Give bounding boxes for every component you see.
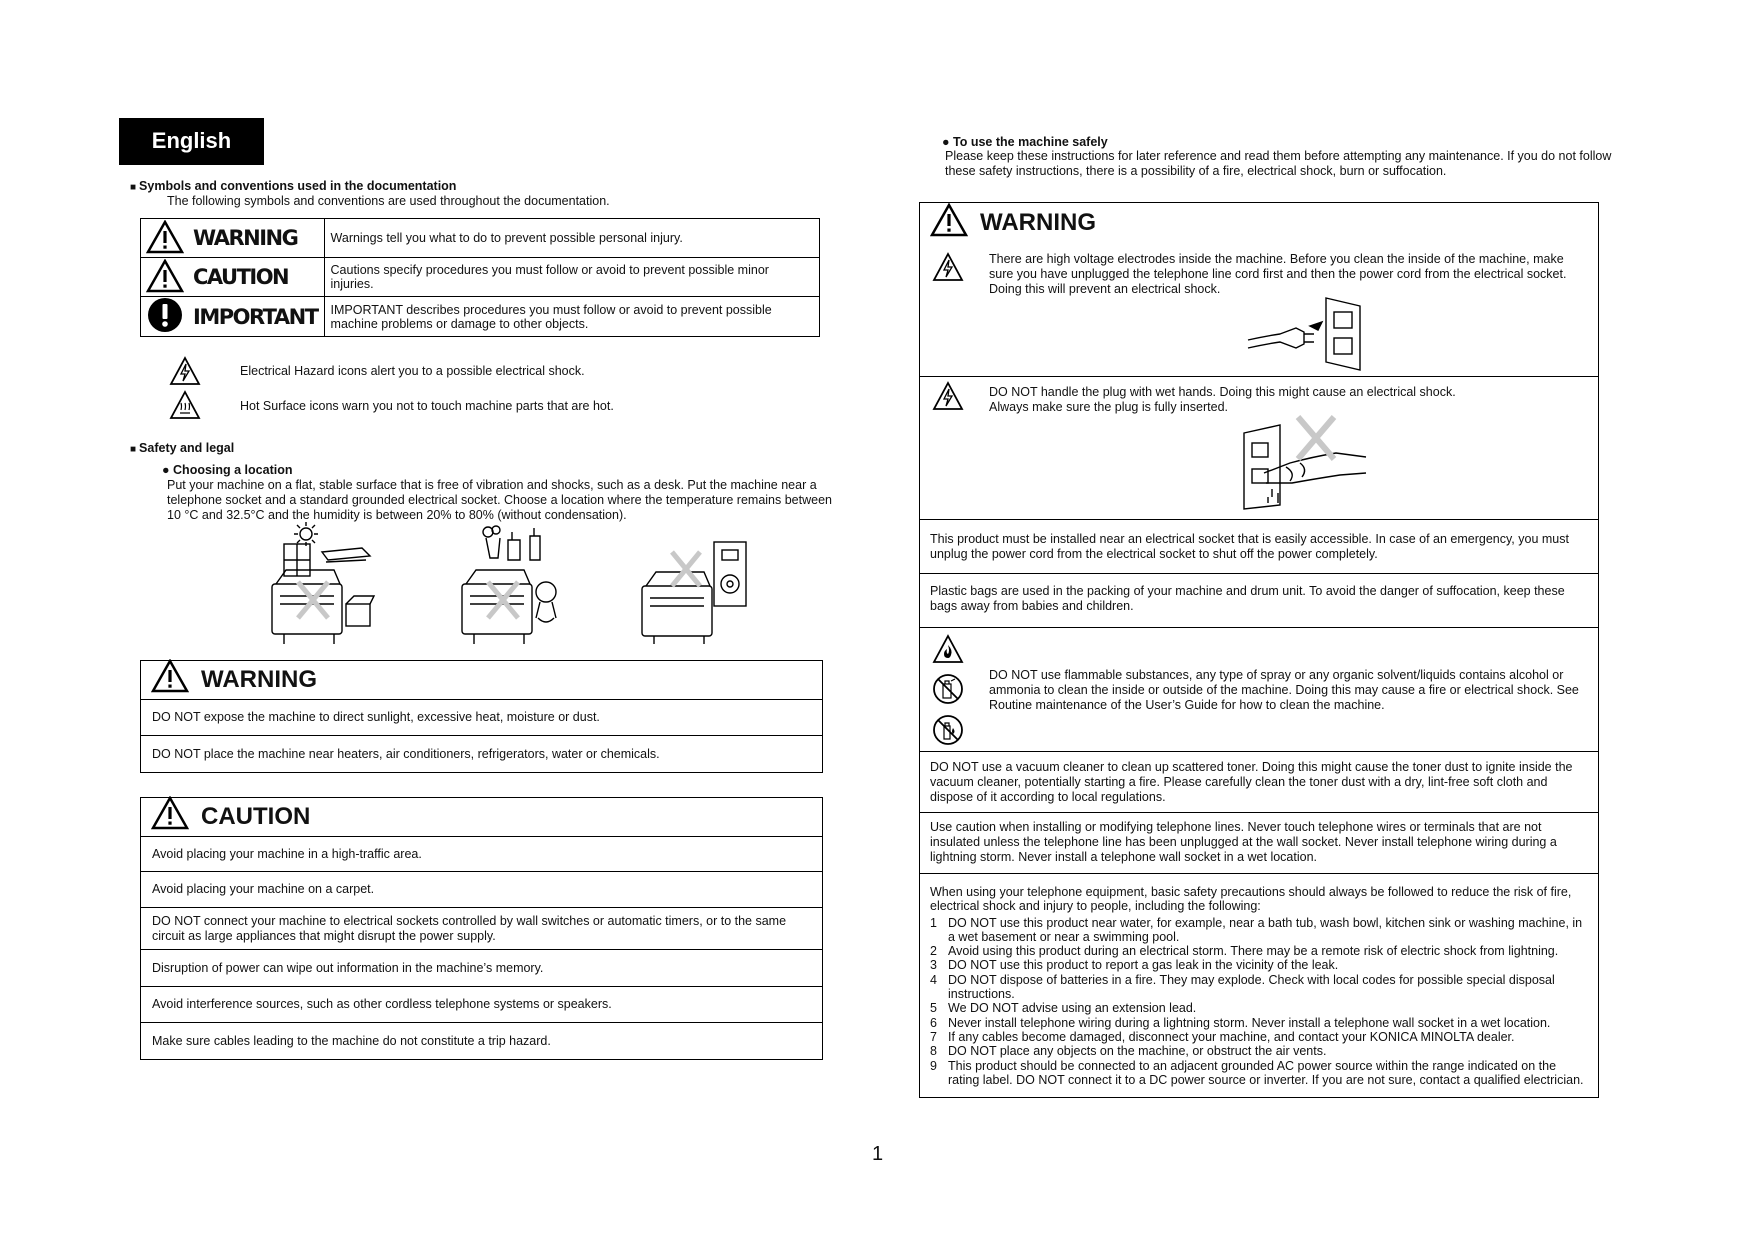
list-item bbox=[920, 874, 1598, 1097]
location-caution-box bbox=[140, 797, 823, 1060]
list-item bbox=[920, 628, 1598, 752]
table-row bbox=[141, 297, 820, 337]
list-item: 9 This product should be connected to an adjacent grounded AC power source within the range indicated on the rating label. DO NOT connect it to a DC power source or inverter. If you are not sure, contact a qualified electrician. bbox=[930, 1058, 1584, 1087]
symbols-intro: The following symbols and conventions are used throughout the documentation. bbox=[167, 194, 610, 208]
list-item: Avoid interference sources, such as other cordless telephone systems or speakers. bbox=[141, 987, 822, 1023]
location-warning-box bbox=[140, 660, 823, 773]
list-item: 1 DO NOT use this product near water, for example, near a bath tub, wash bowl, kitchen sink or washing machine, in a wet basement or near a swimming pool. bbox=[930, 915, 1583, 944]
keyword-label: WARNING bbox=[189, 219, 324, 258]
table-row bbox=[141, 219, 820, 258]
list-item: 5 We DO NOT advise using an extension lead. bbox=[930, 1001, 1197, 1016]
keyword-description: Warnings tell you what to do to prevent possible personal injury. bbox=[324, 219, 819, 258]
warning-box-header bbox=[920, 203, 1598, 244]
electrical-hazard-icon bbox=[169, 356, 201, 390]
wet-hands-text-1: DO NOT handle the plug with wet hands. Doing this might cause an electrical shock. bbox=[989, 385, 1456, 399]
warning-triangle-icon bbox=[141, 219, 190, 258]
warning-box-header bbox=[141, 661, 822, 700]
list-item: Make sure cables leading to the machine do not constitute a trip hazard. bbox=[152, 1033, 551, 1048]
hot-surface-icon bbox=[169, 390, 201, 424]
list-item bbox=[920, 813, 1598, 874]
symbols-table bbox=[140, 218, 820, 337]
electrical-hazard-text: Electrical Hazard icons alert you to a possible electrical shock. bbox=[240, 364, 585, 378]
plastic-bags-text: Plastic bags are used in the packing of your machine and drum unit. To avoid the danger of suffocation, keep these bags away from babies and children. bbox=[930, 584, 1565, 613]
hot-surface-text: Hot Surface icons warn you not to touch machine parts that are hot. bbox=[240, 399, 614, 413]
list-item: DO NOT expose the machine to direct sunlight, excessive heat, moisture or dust. bbox=[141, 700, 822, 736]
unplug-illustration bbox=[1246, 296, 1366, 376]
no-spray-icon bbox=[932, 673, 964, 709]
list-item: 6 Never install telephone wiring during a lightning storm. Never install a telephone wall socket in a wet location. bbox=[930, 1015, 1551, 1030]
high-voltage-text: There are high voltage electrodes inside the machine. Before you clean the inside of the machine, make sure you have unplugged the telephone line cord first and then the power cord from the electrical socket. Doing this will prevent an electrical shock. bbox=[989, 252, 1567, 296]
list-item: 8 DO NOT place any objects on the machine, or obstruct the air vents. bbox=[930, 1044, 1327, 1059]
location-text: Put your machine on a flat, stable surface that is free of vibration and shocks, such as a desk. Put the machine near a telephone socket and a standard grounded electrical socket. Choose a location where the temperature remains between 10 °C and 32.5°C and the humidity is between 20% to 80% (without condensation). bbox=[167, 478, 832, 522]
wet-hands-text-2: Always make sure the plug is fully inserted. bbox=[989, 400, 1228, 414]
list-item: 3 DO NOT use this product to report a gas leak in the vicinity of the leak. bbox=[930, 958, 1339, 973]
list-item bbox=[920, 574, 1598, 628]
warning-triangle-icon bbox=[151, 659, 201, 701]
electrical-hazard-icon bbox=[932, 381, 964, 415]
table-row bbox=[141, 258, 820, 297]
list-item: 2 Avoid using this product during an electrical storm. There may be a remote risk of electric shock from lightning. bbox=[930, 944, 1559, 959]
keyword-label: CAUTION bbox=[189, 258, 324, 297]
fire-hazard-icon bbox=[932, 634, 964, 668]
printer-sunlight-illustration bbox=[262, 522, 382, 651]
electrical-hazard-icon bbox=[932, 252, 964, 286]
page-number: 1 bbox=[871, 1143, 884, 1165]
keyword-description: IMPORTANT describes procedures you must follow or avoid to prevent possible machine problems or damage to other objects. bbox=[324, 297, 819, 337]
vacuum-text: DO NOT use a vacuum cleaner to clean up scattered toner. Doing this might cause the toner dust to ignite inside the vacuum cleaner, potentially starting a fire. Please carefully clean the toner dust with a dry, lint-free soft cloth and dispose of it according to local regulations. bbox=[930, 760, 1573, 804]
caution-triangle-icon bbox=[151, 796, 201, 838]
wet-hands-illustration bbox=[1242, 413, 1367, 517]
list-item bbox=[920, 520, 1598, 574]
list-item: 4 DO NOT dispose of batteries in a fire. They may explode. Check with local codes for possible special disposal instructions. bbox=[930, 972, 1555, 1002]
safe-use-warning-box bbox=[919, 202, 1599, 1098]
keyword-label: IMPORTANT bbox=[189, 297, 324, 337]
warning-triangle-icon bbox=[930, 203, 980, 245]
safety-heading: ■ Safety and legal bbox=[130, 441, 235, 455]
safe-use-heading: ● To use the machine safely bbox=[942, 135, 1108, 149]
precautions-intro: When using your telephone equipment, basic safety precautions should always be followed to reduce the risk of fire, electrical shock and injury to people, including the following: bbox=[930, 885, 1572, 914]
list-item bbox=[920, 752, 1598, 813]
list-item: 7 If any cables become damaged, disconnect your machine, and contact your KONICA MINOLTA dealer. bbox=[930, 1029, 1515, 1044]
no-flammable-liquid-icon bbox=[932, 714, 964, 750]
safe-use-text: Please keep these instructions for later reference and read them before attempting any maintenance. If you do not follow these safety instructions, there is a possibility of a fire, electrical shock, burn or suffocation. bbox=[945, 149, 1612, 178]
precautions-list bbox=[930, 916, 1588, 1088]
list-item: DO NOT connect your machine to electrical sockets controlled by wall switches or automatic timers, or to the same circuit as large appliances that might disrupt the power supply. bbox=[141, 908, 822, 950]
list-item bbox=[920, 244, 1598, 377]
list-item: DO NOT place the machine near heaters, air conditioners, refrigerators, water or chemicals. bbox=[152, 746, 660, 761]
important-exclamation-icon bbox=[141, 297, 190, 337]
list-item bbox=[920, 377, 1598, 520]
warning-box-title: WARNING bbox=[980, 209, 1096, 237]
printer-chemicals-illustration bbox=[450, 522, 575, 651]
caution-triangle-icon bbox=[141, 258, 190, 297]
list-item: Disruption of power can wipe out information in the machine’s memory. bbox=[141, 950, 822, 987]
accessible-socket-text: This product must be installed near an electrical socket that is easily accessible. In case of an emergency, you must unplug the power cord from the electrical socket to shut off the power completely. bbox=[930, 532, 1569, 561]
keyword-description: Cautions specify procedures you must follow or avoid to prevent possible minor injuries. bbox=[324, 258, 819, 297]
warning-box-title: WARNING bbox=[201, 665, 317, 693]
list-item: Avoid placing your machine on a carpet. bbox=[141, 872, 822, 908]
language-badge: English bbox=[119, 118, 264, 165]
printer-speaker-illustration bbox=[636, 530, 756, 652]
caution-box-header bbox=[141, 798, 822, 837]
list-item: Avoid placing your machine in a high-traffic area. bbox=[141, 837, 822, 872]
caution-box-title: CAUTION bbox=[201, 802, 311, 830]
location-heading: ● Choosing a location bbox=[162, 463, 293, 477]
flammable-text: DO NOT use flammable substances, any type of spray or any organic solvent/liquids contains alcohol or ammonia to clean the inside or outside of the machine. Doing this may cause a fire or electrical shock. See Routine maintenance of the User’s Guide for how to clean the machine. bbox=[989, 668, 1579, 712]
telephone-lines-text: Use caution when installing or modifying telephone lines. Never touch telephone wires or terminals that are not insulated unless the telephone line has been unplugged at the wall socket. Never install telephone wiring during a lightning storm. Never install a telephone wall socket in a wet location. bbox=[930, 820, 1557, 864]
symbols-heading: ■ Symbols and conventions used in the documentation bbox=[130, 179, 457, 193]
